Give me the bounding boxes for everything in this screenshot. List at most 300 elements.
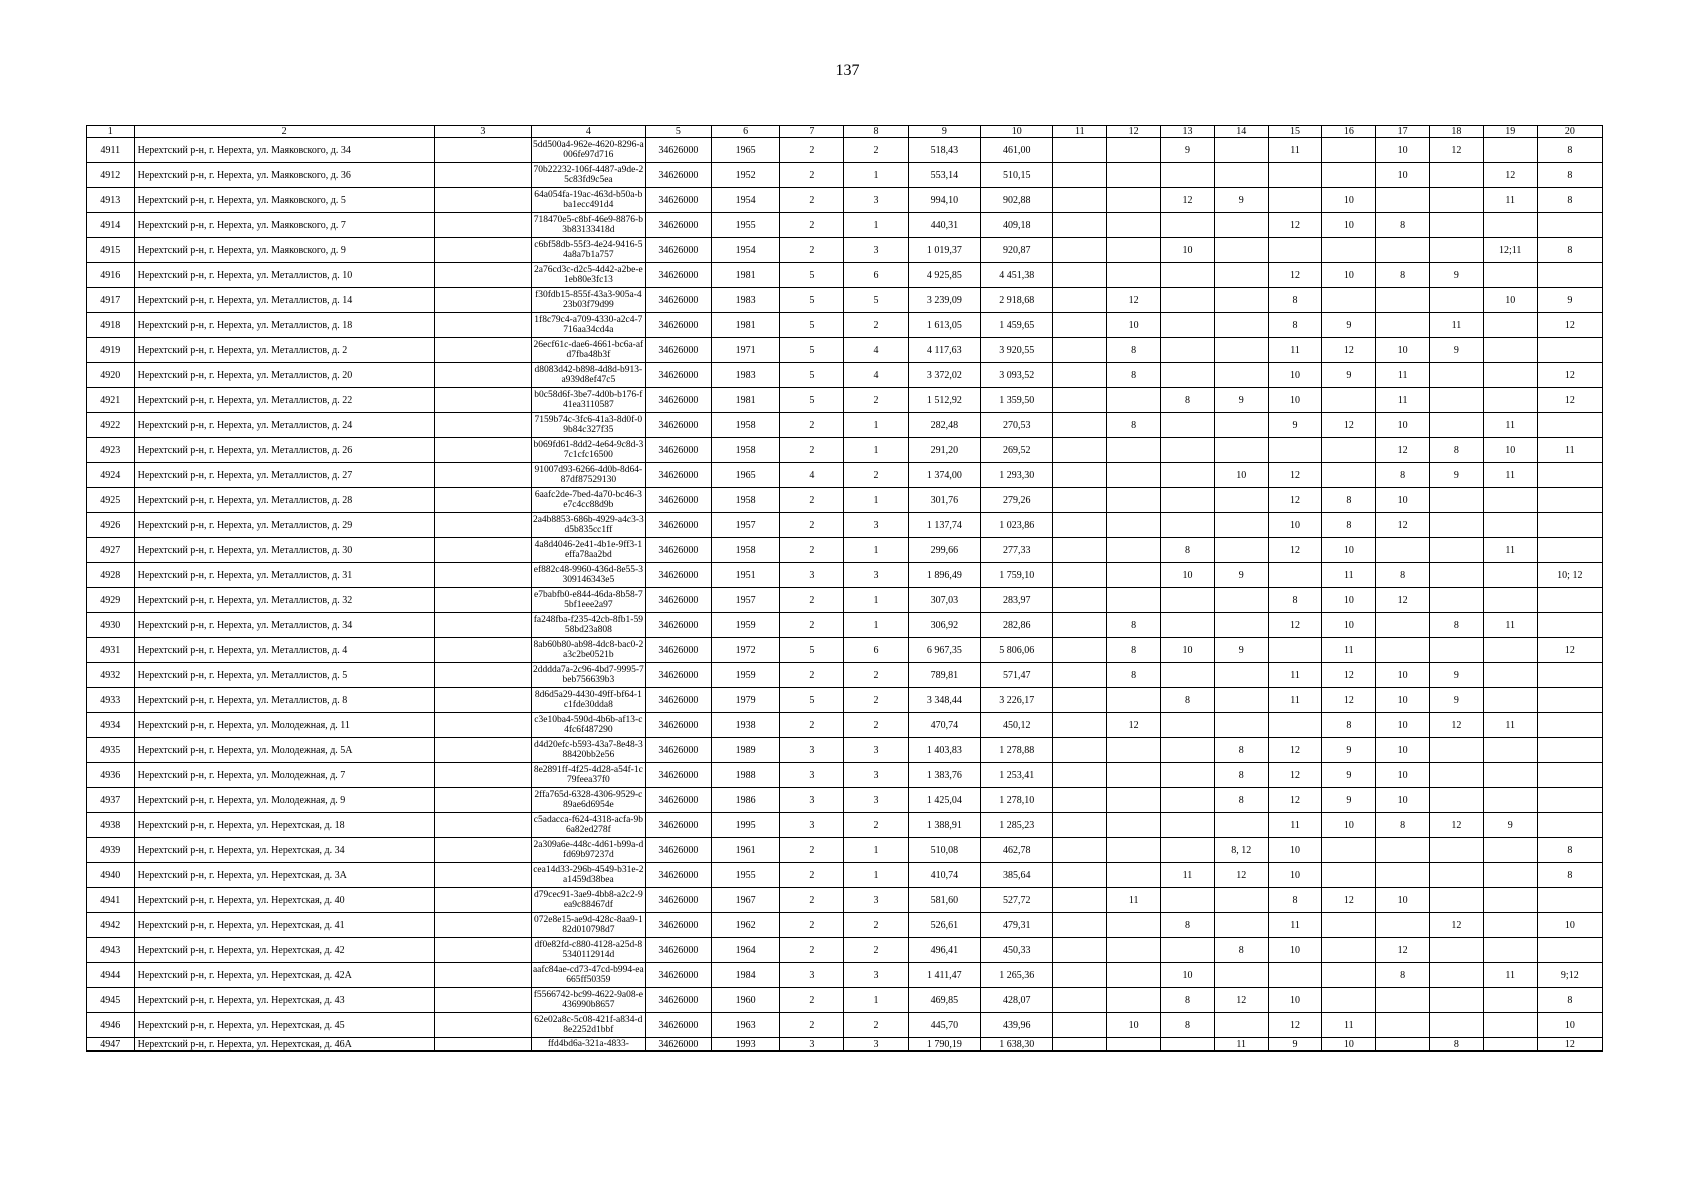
table-cell: 10 bbox=[1376, 163, 1430, 188]
table-cell: 2 bbox=[780, 188, 844, 213]
table-cell: 12 bbox=[1268, 1013, 1322, 1038]
table-cell bbox=[1268, 713, 1322, 738]
table-cell: 10 bbox=[1214, 463, 1268, 488]
table-cell: 12 bbox=[1268, 763, 1322, 788]
table-cell: 9 bbox=[1430, 663, 1484, 688]
table-cell bbox=[1161, 588, 1215, 613]
table-cell bbox=[1537, 763, 1602, 788]
column-header: 15 bbox=[1268, 126, 1322, 138]
table-row bbox=[87, 988, 1603, 1013]
table-cell: 4 bbox=[780, 463, 844, 488]
table-cell: 8 bbox=[1107, 363, 1161, 388]
table-cell: 34626000 bbox=[645, 1013, 711, 1038]
table-cell: 12 bbox=[1430, 813, 1484, 838]
table-cell bbox=[1107, 813, 1161, 838]
column-header: 3 bbox=[434, 126, 531, 138]
table-cell: 450,33 bbox=[981, 938, 1053, 963]
table-cell: 8 bbox=[1322, 713, 1376, 738]
table-cell bbox=[1214, 813, 1268, 838]
table-cell: 2 bbox=[780, 888, 844, 913]
table-cell: d4d20efc-b593-43a7-8e48-388420bb2e56 bbox=[531, 738, 645, 763]
table-cell bbox=[1376, 1013, 1430, 1038]
table-cell bbox=[1161, 338, 1215, 363]
table-cell: 10 bbox=[1268, 388, 1322, 413]
table-row bbox=[87, 363, 1603, 388]
table-cell: 8 bbox=[1376, 263, 1430, 288]
table-cell: 5 bbox=[780, 638, 844, 663]
table-cell: 5 bbox=[780, 388, 844, 413]
table-cell: 1 bbox=[844, 213, 908, 238]
table-cell: 9 bbox=[1430, 338, 1484, 363]
table-cell bbox=[434, 238, 531, 263]
table-cell: 385,64 bbox=[981, 863, 1053, 888]
table-cell bbox=[1376, 863, 1430, 888]
table-cell bbox=[1107, 763, 1161, 788]
table-cell bbox=[1214, 488, 1268, 513]
table-cell: 1967 bbox=[712, 888, 780, 913]
table-cell: 4945 bbox=[87, 988, 135, 1013]
table-cell bbox=[1430, 1013, 1484, 1038]
table-cell bbox=[1053, 488, 1107, 513]
table-cell: 3 093,52 bbox=[981, 363, 1053, 388]
table-cell bbox=[1430, 538, 1484, 563]
table-cell: 34626000 bbox=[645, 563, 711, 588]
table-cell bbox=[1537, 513, 1602, 538]
table-cell: 12 bbox=[1214, 988, 1268, 1013]
table-cell: 4 bbox=[844, 363, 908, 388]
table-cell: 10 bbox=[1268, 863, 1322, 888]
table-cell bbox=[1376, 638, 1430, 663]
table-row bbox=[87, 763, 1603, 788]
table-cell: 1955 bbox=[712, 213, 780, 238]
table-body bbox=[87, 138, 1603, 1052]
table-cell bbox=[1430, 863, 1484, 888]
table-cell: 2 bbox=[780, 663, 844, 688]
table-cell: 34626000 bbox=[645, 388, 711, 413]
table-cell: 4939 bbox=[87, 838, 135, 863]
table-cell: 8 bbox=[1107, 663, 1161, 688]
table-cell: Нерехтский р-н, г. Нерехта, ул. Молодежная, д. 9 bbox=[134, 788, 434, 813]
table-cell: Нерехтский р-н, г. Нерехта, ул. Металлистов, д. 10 bbox=[134, 263, 434, 288]
table-cell: 4a8d4046-2e41-4b1e-9ff3-1effa78aa2bd bbox=[531, 538, 645, 563]
table-cell: 11 bbox=[1376, 363, 1430, 388]
table-cell: Нерехтский р-н, г. Нерехта, ул. Молодежная, д. 5А bbox=[134, 738, 434, 763]
table-cell: 12 bbox=[1430, 913, 1484, 938]
table-cell: 1959 bbox=[712, 663, 780, 688]
table-cell: 5dd500a4-962e-4620-8296-a006fe97d716 bbox=[531, 138, 645, 163]
table-cell: 8e2891ff-4f25-4d28-a54f-1c79feea37f0 bbox=[531, 763, 645, 788]
table-cell bbox=[1537, 688, 1602, 713]
table-cell: 2 918,68 bbox=[981, 288, 1053, 313]
table-cell bbox=[1483, 688, 1537, 713]
table-cell bbox=[1053, 413, 1107, 438]
table-cell: 8 bbox=[1268, 288, 1322, 313]
table-cell: Нерехтский р-н, г. Нерехта, ул. Металлистов, д. 22 bbox=[134, 388, 434, 413]
table-row bbox=[87, 963, 1603, 988]
table-cell: 2ffa765d-6328-4306-9529-c89ae6d6954e bbox=[531, 788, 645, 813]
table-cell: 1 293,30 bbox=[981, 463, 1053, 488]
table-cell: aafc84ae-cd73-47cd-b994-ea665ff50359 bbox=[531, 963, 645, 988]
table-cell: 10 bbox=[1376, 738, 1430, 763]
table-cell bbox=[434, 388, 531, 413]
table-cell: 10 bbox=[1376, 663, 1430, 688]
table-cell: 4924 bbox=[87, 463, 135, 488]
table-cell: 9 bbox=[1268, 1038, 1322, 1052]
table-cell: 8 bbox=[1322, 488, 1376, 513]
table-cell bbox=[1430, 288, 1484, 313]
table-cell bbox=[1053, 813, 1107, 838]
table-cell bbox=[1376, 1038, 1430, 1052]
column-header: 16 bbox=[1322, 126, 1376, 138]
table-row bbox=[87, 738, 1603, 763]
table-cell: 10 bbox=[1322, 1038, 1376, 1052]
table-cell bbox=[1107, 1038, 1161, 1052]
table-cell: 12 bbox=[1376, 588, 1430, 613]
table-cell bbox=[1053, 738, 1107, 763]
table-cell: 4915 bbox=[87, 238, 135, 263]
table-cell: 2 bbox=[780, 988, 844, 1013]
table-cell bbox=[1053, 288, 1107, 313]
table-cell: 291,20 bbox=[908, 438, 980, 463]
table-cell: 4921 bbox=[87, 388, 135, 413]
table-cell: 9 bbox=[1214, 388, 1268, 413]
table-cell: 3 bbox=[844, 238, 908, 263]
table-cell bbox=[434, 563, 531, 588]
table-cell: 1 137,74 bbox=[908, 513, 980, 538]
table-cell: 34626000 bbox=[645, 338, 711, 363]
table-cell: 1 425,04 bbox=[908, 788, 980, 813]
table-cell bbox=[1107, 213, 1161, 238]
table-cell: 3 bbox=[844, 563, 908, 588]
table-cell bbox=[1053, 263, 1107, 288]
table-cell bbox=[1214, 613, 1268, 638]
table-cell: 4920 bbox=[87, 363, 135, 388]
table-cell bbox=[434, 988, 531, 1013]
table-cell: Нерехтский р-н, г. Нерехта, ул. Нерехтская, д. 41 bbox=[134, 913, 434, 938]
table-cell: 1995 bbox=[712, 813, 780, 838]
table-cell bbox=[434, 1013, 531, 1038]
table-cell bbox=[1268, 438, 1322, 463]
table-cell bbox=[1430, 788, 1484, 813]
table-cell bbox=[1537, 813, 1602, 838]
table-cell: 2 bbox=[844, 938, 908, 963]
table-cell: 3 bbox=[780, 813, 844, 838]
table-cell: 12 bbox=[1322, 663, 1376, 688]
table-cell: Нерехтский р-н, г. Нерехта, ул. Нерехтская, д. 18 bbox=[134, 813, 434, 838]
table-cell: 1954 bbox=[712, 238, 780, 263]
table-cell: 445,70 bbox=[908, 1013, 980, 1038]
table-cell bbox=[1322, 913, 1376, 938]
table-cell: 4926 bbox=[87, 513, 135, 538]
table-cell: 2 bbox=[780, 588, 844, 613]
table-cell bbox=[1376, 313, 1430, 338]
table-cell: 9 bbox=[1214, 188, 1268, 213]
table-cell bbox=[1214, 713, 1268, 738]
table-row bbox=[87, 613, 1603, 638]
table-cell bbox=[1322, 288, 1376, 313]
table-cell bbox=[1483, 388, 1537, 413]
table-cell: 4918 bbox=[87, 313, 135, 338]
table-cell: 11 bbox=[1268, 338, 1322, 363]
table-cell bbox=[1483, 663, 1537, 688]
table-row bbox=[87, 838, 1603, 863]
table-cell bbox=[1430, 238, 1484, 263]
table-cell: Нерехтский р-н, г. Нерехта, ул. Молодежная, д. 11 bbox=[134, 713, 434, 738]
table-cell: 526,61 bbox=[908, 913, 980, 938]
table-cell bbox=[1483, 1038, 1537, 1052]
table-cell: 2 bbox=[844, 313, 908, 338]
table-cell: 10 bbox=[1161, 238, 1215, 263]
table-cell: 34626000 bbox=[645, 413, 711, 438]
table-cell: 283,97 bbox=[981, 588, 1053, 613]
table-cell: 4917 bbox=[87, 288, 135, 313]
table-cell: 8, 12 bbox=[1214, 838, 1268, 863]
table-cell: Нерехтский р-н, г. Нерехта, ул. Маяковского, д. 7 bbox=[134, 213, 434, 238]
table-row bbox=[87, 313, 1603, 338]
table-cell: 9 bbox=[1430, 688, 1484, 713]
table-cell: 10 bbox=[1161, 563, 1215, 588]
table-cell: Нерехтский р-н, г. Нерехта, ул. Металлистов, д. 20 bbox=[134, 363, 434, 388]
table-cell: 1 383,76 bbox=[908, 763, 980, 788]
table-cell bbox=[1483, 313, 1537, 338]
table-cell bbox=[434, 263, 531, 288]
table-cell: 26ecf61c-dae6-4661-bc6a-afd7fba48b3f bbox=[531, 338, 645, 363]
table-cell: 12 bbox=[1268, 613, 1322, 638]
table-cell bbox=[1053, 638, 1107, 663]
table-cell: 1981 bbox=[712, 388, 780, 413]
table-cell bbox=[1483, 138, 1537, 163]
table-cell bbox=[434, 863, 531, 888]
table-cell: 1979 bbox=[712, 688, 780, 713]
table-cell bbox=[1107, 788, 1161, 813]
table-cell: 62e02a8c-5c08-421f-a834-d8e2252d1bbf bbox=[531, 1013, 645, 1038]
table-cell bbox=[1053, 313, 1107, 338]
table-cell: d79cec91-3ae9-4bb8-a2c2-9ea9c88467df bbox=[531, 888, 645, 913]
table-cell: 10 bbox=[1376, 713, 1430, 738]
table-cell: 920,87 bbox=[981, 238, 1053, 263]
table-cell: 4938 bbox=[87, 813, 135, 838]
table-cell bbox=[1161, 288, 1215, 313]
table-cell: 5 bbox=[780, 313, 844, 338]
table-cell bbox=[1053, 1038, 1107, 1052]
table-cell: 2 bbox=[844, 1013, 908, 1038]
table-cell bbox=[1430, 588, 1484, 613]
table-cell bbox=[1053, 763, 1107, 788]
table-cell bbox=[1214, 438, 1268, 463]
table-cell bbox=[434, 538, 531, 563]
table-cell: 282,86 bbox=[981, 613, 1053, 638]
table-cell bbox=[1053, 688, 1107, 713]
table-cell: 5 bbox=[780, 263, 844, 288]
table-cell bbox=[1483, 213, 1537, 238]
table-cell: 34626000 bbox=[645, 738, 711, 763]
column-header: 4 bbox=[531, 126, 645, 138]
table-cell: 527,72 bbox=[981, 888, 1053, 913]
table-cell: 299,66 bbox=[908, 538, 980, 563]
table-cell bbox=[434, 738, 531, 763]
table-cell: 8 bbox=[1322, 513, 1376, 538]
table-cell: 9 bbox=[1214, 638, 1268, 663]
table-cell: 10 bbox=[1376, 688, 1430, 713]
table-cell bbox=[434, 888, 531, 913]
table-cell: 1 359,50 bbox=[981, 388, 1053, 413]
page-number: 137 bbox=[835, 62, 860, 79]
table-cell bbox=[434, 338, 531, 363]
table-cell: 4944 bbox=[87, 963, 135, 988]
table-cell: 34626000 bbox=[645, 213, 711, 238]
table-cell: 469,85 bbox=[908, 988, 980, 1013]
table-cell: 1 759,10 bbox=[981, 563, 1053, 588]
table-cell: 1955 bbox=[712, 863, 780, 888]
table-cell bbox=[1483, 488, 1537, 513]
table-cell: 34626000 bbox=[645, 613, 711, 638]
table-cell: 10 bbox=[1268, 838, 1322, 863]
table-cell bbox=[1483, 763, 1537, 788]
table-cell: 269,52 bbox=[981, 438, 1053, 463]
table-cell: 8 bbox=[1161, 688, 1215, 713]
table-cell bbox=[1430, 388, 1484, 413]
table-cell: 12 bbox=[1268, 263, 1322, 288]
table-cell: 6 bbox=[844, 638, 908, 663]
table-cell: 8 bbox=[1214, 788, 1268, 813]
table-cell: Нерехтский р-н, г. Нерехта, ул. Нерехтская, д. 45 bbox=[134, 1013, 434, 1038]
table-cell bbox=[1537, 588, 1602, 613]
table-cell: 11 bbox=[1161, 863, 1215, 888]
table-cell: 11 bbox=[1537, 438, 1602, 463]
table-cell: 479,31 bbox=[981, 913, 1053, 938]
table-cell bbox=[434, 413, 531, 438]
table-cell: 10 bbox=[1322, 213, 1376, 238]
table-cell: 789,81 bbox=[908, 663, 980, 688]
table-cell: 8 bbox=[1107, 338, 1161, 363]
table-cell bbox=[1430, 838, 1484, 863]
table-cell: 8 bbox=[1214, 938, 1268, 963]
table-cell bbox=[434, 438, 531, 463]
table-cell bbox=[1053, 238, 1107, 263]
column-header: 5 bbox=[645, 126, 711, 138]
table-cell bbox=[1376, 288, 1430, 313]
table-cell: 277,33 bbox=[981, 538, 1053, 563]
table-cell: 34626000 bbox=[645, 488, 711, 513]
table-cell: 2 bbox=[780, 913, 844, 938]
table-cell: 34626000 bbox=[645, 163, 711, 188]
table-cell bbox=[1161, 838, 1215, 863]
column-header: 19 bbox=[1483, 126, 1537, 138]
table-cell: 9 bbox=[1322, 788, 1376, 813]
table-cell bbox=[1161, 213, 1215, 238]
table-cell: 2 bbox=[844, 388, 908, 413]
table-cell: Нерехтский р-н, г. Нерехта, ул. Металлистов, д. 27 bbox=[134, 463, 434, 488]
table-cell: 2 bbox=[780, 238, 844, 263]
table-cell: 2 bbox=[780, 513, 844, 538]
table-cell: 34626000 bbox=[645, 188, 711, 213]
table-cell: 11 bbox=[1268, 663, 1322, 688]
table-cell: 12 bbox=[1322, 338, 1376, 363]
table-cell: 8 bbox=[1537, 188, 1602, 213]
table-cell: 1 411,47 bbox=[908, 963, 980, 988]
table-cell: 11 bbox=[1322, 638, 1376, 663]
table-row bbox=[87, 413, 1603, 438]
table-cell: 4946 bbox=[87, 1013, 135, 1038]
table-cell: 34626000 bbox=[645, 588, 711, 613]
table-row bbox=[87, 863, 1603, 888]
table-cell: 5 bbox=[780, 363, 844, 388]
table-cell: 3 bbox=[780, 1038, 844, 1052]
table-cell: Нерехтский р-н, г. Нерехта, ул. Молодежная, д. 7 bbox=[134, 763, 434, 788]
table-cell bbox=[1430, 563, 1484, 588]
column-header: 12 bbox=[1107, 126, 1161, 138]
column-header: 7 bbox=[780, 126, 844, 138]
table-cell bbox=[1537, 213, 1602, 238]
table-cell: 34626000 bbox=[645, 913, 711, 938]
table-cell: 34626000 bbox=[645, 438, 711, 463]
column-header: 20 bbox=[1537, 126, 1602, 138]
table-cell: 3 bbox=[780, 963, 844, 988]
table-cell: 1 374,00 bbox=[908, 463, 980, 488]
column-header: 18 bbox=[1430, 126, 1484, 138]
table-cell: 2 bbox=[780, 538, 844, 563]
table-cell: Нерехтский р-н, г. Нерехта, ул. Маяковского, д. 9 bbox=[134, 238, 434, 263]
table-cell: Нерехтский р-н, г. Нерехта, ул. Маяковского, д. 36 bbox=[134, 163, 434, 188]
column-header: 6 bbox=[712, 126, 780, 138]
table-cell bbox=[1053, 613, 1107, 638]
table-cell: 2 bbox=[780, 863, 844, 888]
table-cell bbox=[1322, 238, 1376, 263]
table-cell bbox=[1214, 363, 1268, 388]
table-cell bbox=[1214, 263, 1268, 288]
column-header: 14 bbox=[1214, 126, 1268, 138]
table-cell bbox=[1483, 588, 1537, 613]
table-cell bbox=[1214, 888, 1268, 913]
table-cell: 1 638,30 bbox=[981, 1038, 1053, 1052]
table-cell: 428,07 bbox=[981, 988, 1053, 1013]
table-row bbox=[87, 1038, 1603, 1052]
table-row bbox=[87, 888, 1603, 913]
table-cell: Нерехтский р-н, г. Нерехта, ул. Нерехтская, д. 42А bbox=[134, 963, 434, 988]
table-row bbox=[87, 788, 1603, 813]
table-cell bbox=[1161, 888, 1215, 913]
table-row bbox=[87, 488, 1603, 513]
table-cell bbox=[1214, 213, 1268, 238]
table-cell: 1964 bbox=[712, 938, 780, 963]
table-cell bbox=[1053, 563, 1107, 588]
table-cell: 12 bbox=[1268, 738, 1322, 763]
table-cell bbox=[434, 313, 531, 338]
table-cell: 270,53 bbox=[981, 413, 1053, 438]
table-cell: 4911 bbox=[87, 138, 135, 163]
table-cell bbox=[1483, 363, 1537, 388]
table-cell: 1958 bbox=[712, 538, 780, 563]
table-cell: 8 bbox=[1268, 888, 1322, 913]
table-cell: 510,08 bbox=[908, 838, 980, 863]
table-cell bbox=[1376, 988, 1430, 1013]
table-cell bbox=[434, 463, 531, 488]
table-cell: 3 bbox=[844, 188, 908, 213]
table-cell: 8 bbox=[1430, 1038, 1484, 1052]
table-cell: 1 bbox=[844, 538, 908, 563]
table-cell: ffd4bd6a-321a-4833- bbox=[531, 1038, 645, 1052]
registry-table-container bbox=[86, 125, 1603, 1052]
table-cell bbox=[434, 763, 531, 788]
table-cell: 1 bbox=[844, 488, 908, 513]
table-cell bbox=[434, 1038, 531, 1052]
table-cell bbox=[1214, 913, 1268, 938]
table-cell: 4 bbox=[844, 338, 908, 363]
table-cell: 2 bbox=[780, 838, 844, 863]
table-cell bbox=[1268, 963, 1322, 988]
table-row bbox=[87, 213, 1603, 238]
table-cell: 4930 bbox=[87, 613, 135, 638]
